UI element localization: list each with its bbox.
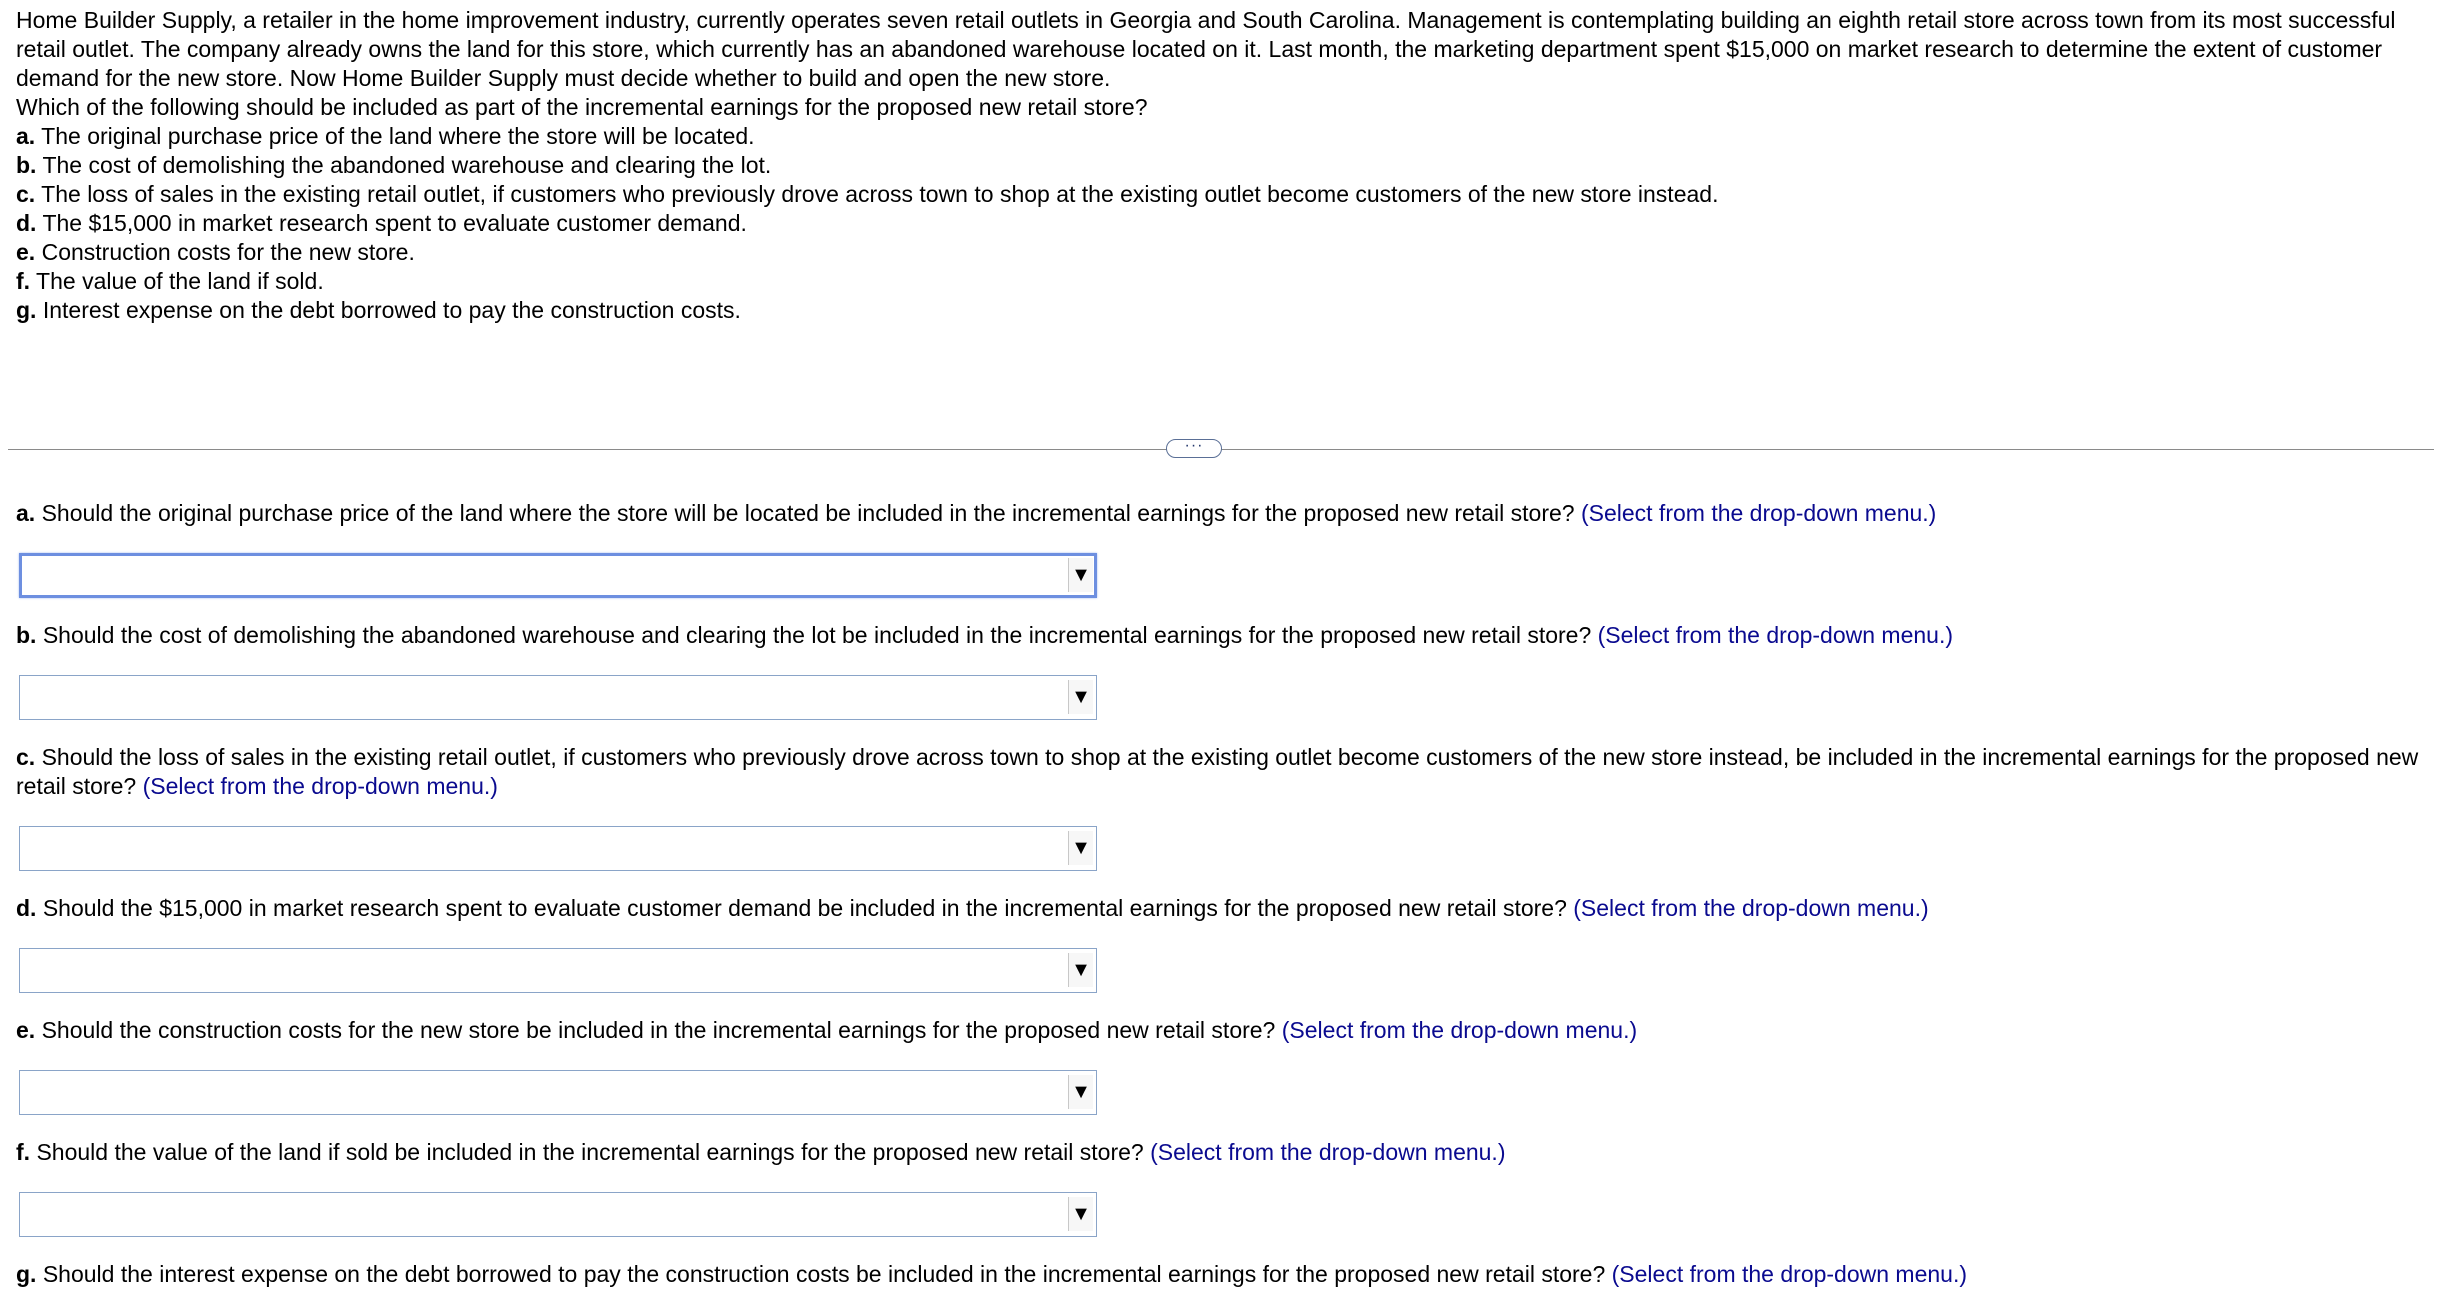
divider-expand-handle[interactable]: ··· <box>1166 439 1222 458</box>
question-text: Should the cost of demolishing the abandoned warehouse and clearing the lot be included in the incremental earnings for the proposed new retail store? <box>42 622 1592 648</box>
option-item-e <box>16 238 2426 267</box>
dropdown-arrow-icon[interactable]: ▼ <box>1068 953 1093 987</box>
option-item-c <box>16 180 2426 209</box>
question-letter: g. <box>16 1261 37 1287</box>
question-f <box>16 1138 2426 1167</box>
question-e <box>16 1016 2426 1045</box>
dropdown-arrow-icon[interactable]: ▼ <box>1068 680 1093 714</box>
option-item-d <box>16 209 2426 238</box>
option-letter: c. <box>16 181 36 207</box>
option-text: The loss of sales in the existing retail outlet, if customers who previously drove across town to shop at the existing outlet become customers of the new store instead. <box>41 181 1719 207</box>
question-letter: e. <box>16 1017 36 1043</box>
question-d <box>16 894 2426 923</box>
question-letter: a. <box>16 500 36 526</box>
question-text: Should the interest expense on the debt borrowed to pay the construction costs be included in the incremental earnings for the proposed new retail store? <box>42 1261 1606 1287</box>
question-text: Should the $15,000 in market research spent to evaluate customer demand be included in the incremental earnings for the proposed new retail store? <box>42 895 1567 921</box>
option-item-g <box>16 296 2426 325</box>
dropdown-arrow-icon[interactable]: ▼ <box>1068 558 1093 592</box>
option-text: The original purchase price of the land where the store will be located. <box>41 123 755 149</box>
answer-dropdown-d[interactable] <box>19 948 1097 993</box>
question-text: Should the value of the land if sold be included in the incremental earnings for the proposed new retail store? <box>36 1139 1144 1165</box>
intro-prompt: Which of the following should be included as part of the incremental earnings for the proposed new retail store? <box>16 94 1148 120</box>
question-hint: (Select from the drop-down menu.) <box>1150 1139 1506 1165</box>
option-text: Construction costs for the new store. <box>41 239 415 265</box>
question-text: Should the loss of sales in the existing retail outlet, if customers who previously drove across town to shop at the existing outlet become customers of the new store instead, be included in the incremental earnings for the proposed new retail store? <box>16 744 2419 799</box>
question-text: Should the original purchase price of the land where the store will be located be included in the incremental earnings for the proposed new retail store? <box>41 500 1575 526</box>
question-letter: f. <box>16 1139 31 1165</box>
dropdown-arrow-icon[interactable]: ▼ <box>1068 831 1093 865</box>
question-c <box>16 743 2426 801</box>
dropdown-arrow-icon[interactable]: ▼ <box>1068 1075 1093 1109</box>
question-text: Should the construction costs for the new store be included in the incremental earnings for the proposed new retail store? <box>41 1017 1276 1043</box>
question-a <box>16 499 2426 528</box>
question-g <box>16 1260 2426 1289</box>
problem-statement <box>16 6 2426 325</box>
option-text: The value of the land if sold. <box>36 268 324 294</box>
option-letter: d. <box>16 210 37 236</box>
dropdown-arrow-icon[interactable]: ▼ <box>1068 1197 1093 1231</box>
question-letter: b. <box>16 622 37 648</box>
answer-dropdown-e[interactable] <box>19 1070 1097 1115</box>
question-hint: (Select from the drop-down menu.) <box>1580 500 1937 526</box>
intro-paragraph: Home Builder Supply, a retailer in the home improvement industry, currently operates seven retail outlets in Georgia and South Carolina. Management is contemplating building an eighth retail store across town from its most successful retail outlet. The company already owns the land for this store, which currently has an abandoned warehouse located on it. Last month, the marketing department spent $15,000 on market research to determine the extent of customer demand for the new store. Now Home Builder Supply must decide whether to build and open the new store. <box>16 7 2396 91</box>
answer-dropdown-f[interactable] <box>19 1192 1097 1237</box>
option-text: The cost of demolishing the abandoned warehouse and clearing the lot. <box>42 152 772 178</box>
answer-dropdown-a[interactable] <box>19 553 1097 598</box>
option-letter: e. <box>16 239 36 265</box>
question-hint: (Select from the drop-down menu.) <box>1611 1261 1968 1287</box>
option-letter: g. <box>16 297 37 323</box>
options-list <box>16 122 2426 325</box>
option-letter: b. <box>16 152 37 178</box>
option-text: The $15,000 in market research spent to evaluate customer demand. <box>42 210 747 236</box>
question-letter: c. <box>16 744 36 770</box>
option-item-a <box>16 122 2426 151</box>
question-hint: (Select from the drop-down menu.) <box>1573 895 1929 921</box>
question-hint: (Select from the drop-down menu.) <box>1597 622 1954 648</box>
option-item-b <box>16 151 2426 180</box>
answer-dropdown-c[interactable] <box>19 826 1097 871</box>
option-text: Interest expense on the debt borrowed to pay the construction costs. <box>42 297 741 323</box>
question-b <box>16 621 2426 650</box>
question-letter: d. <box>16 895 37 921</box>
option-item-f <box>16 267 2426 296</box>
option-letter: a. <box>16 123 36 149</box>
answer-dropdown-b[interactable] <box>19 675 1097 720</box>
option-letter: f. <box>16 268 31 294</box>
question-hint: (Select from the drop-down menu.) <box>142 773 498 799</box>
question-hint: (Select from the drop-down menu.) <box>1281 1017 1638 1043</box>
